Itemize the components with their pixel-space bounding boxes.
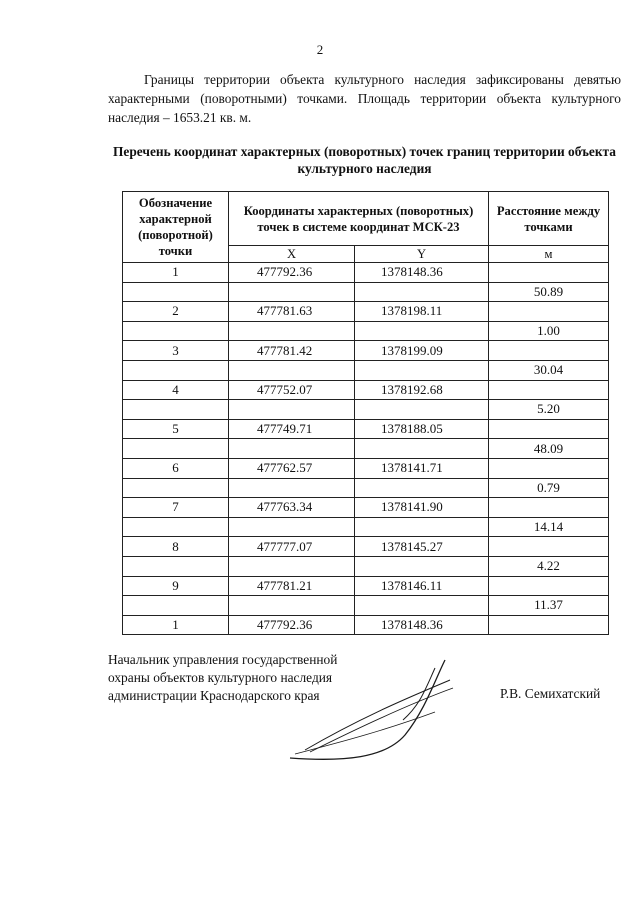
distance-value: 0.79 bbox=[489, 478, 609, 498]
point-y: 1378146.11 bbox=[355, 576, 489, 596]
empty-cell bbox=[229, 517, 355, 537]
point-y: 1378188.05 bbox=[355, 419, 489, 439]
point-number: 7 bbox=[123, 498, 229, 518]
empty-cell bbox=[355, 321, 489, 341]
distance-row bbox=[123, 360, 609, 380]
point-x: 477763.34 bbox=[229, 498, 355, 518]
empty-cell bbox=[123, 517, 229, 537]
point-x: 477781.42 bbox=[229, 341, 355, 361]
position-line: администрации Краснодарского края bbox=[108, 688, 320, 703]
distance-value: 48.09 bbox=[489, 439, 609, 459]
header-point: Обозначение характерной (поворотной) точки bbox=[123, 192, 229, 263]
empty-cell bbox=[123, 321, 229, 341]
point-number: 1 bbox=[123, 615, 229, 635]
distance-cell-empty bbox=[489, 576, 609, 596]
header-coordinates: Координаты характерных (поворотных) точек в системе координат МСК-23 bbox=[229, 192, 489, 246]
position-line: Начальник управления государственной bbox=[108, 652, 338, 667]
signatory-name: Р.В. Семихатский bbox=[500, 686, 601, 701]
point-x: 477792.36 bbox=[229, 615, 355, 635]
point-number: 3 bbox=[123, 341, 229, 361]
point-y: 1378199.09 bbox=[355, 341, 489, 361]
point-number: 5 bbox=[123, 419, 229, 439]
point-number: 9 bbox=[123, 576, 229, 596]
distance-cell-empty bbox=[489, 615, 609, 635]
empty-cell bbox=[355, 400, 489, 420]
distance-row bbox=[123, 517, 609, 537]
empty-cell bbox=[355, 360, 489, 380]
empty-cell bbox=[229, 556, 355, 576]
distance-cell-empty bbox=[489, 380, 609, 400]
distance-value: 11.37 bbox=[489, 596, 609, 616]
empty-cell bbox=[123, 282, 229, 302]
distance-row bbox=[123, 556, 609, 576]
point-x: 477792.36 bbox=[229, 263, 355, 283]
table-title: Перечень координат характерных (поворотных) точек границ территории объекта культурного наследия bbox=[112, 144, 616, 176]
coordinates-table bbox=[122, 191, 609, 635]
handwritten-signature bbox=[285, 650, 460, 780]
point-x: 477777.07 bbox=[229, 537, 355, 557]
empty-cell bbox=[355, 478, 489, 498]
distance-value: 1.00 bbox=[489, 321, 609, 341]
empty-cell bbox=[355, 439, 489, 459]
distance-cell-empty bbox=[489, 419, 609, 439]
distance-row bbox=[123, 596, 609, 616]
point-x: 477762.57 bbox=[229, 458, 355, 478]
page-number: 2 bbox=[316, 42, 324, 57]
point-number: 2 bbox=[123, 302, 229, 322]
distance-row bbox=[123, 400, 609, 420]
point-row bbox=[123, 263, 609, 283]
point-number: 8 bbox=[123, 537, 229, 557]
point-number: 6 bbox=[123, 458, 229, 478]
empty-cell bbox=[123, 439, 229, 459]
point-y: 1378141.71 bbox=[355, 458, 489, 478]
intro-paragraph: Границы территории объекта культурного наследия зафиксированы девятью характерными (поворотными) точками. Площадь территории объекта культурного наследия – 1653.21 кв. м. bbox=[108, 72, 621, 125]
point-x: 477781.21 bbox=[229, 576, 355, 596]
empty-cell bbox=[123, 400, 229, 420]
point-row bbox=[123, 498, 609, 518]
distance-value: 14.14 bbox=[489, 517, 609, 537]
empty-cell bbox=[355, 556, 489, 576]
point-y: 1378192.68 bbox=[355, 380, 489, 400]
table-body bbox=[123, 263, 609, 635]
empty-cell bbox=[123, 556, 229, 576]
distance-value: 4.22 bbox=[489, 556, 609, 576]
point-row bbox=[123, 419, 609, 439]
point-number: 1 bbox=[123, 263, 229, 283]
point-y: 1378148.36 bbox=[355, 263, 489, 283]
distance-cell-empty bbox=[489, 341, 609, 361]
point-row bbox=[123, 341, 609, 361]
point-row bbox=[123, 576, 609, 596]
empty-cell bbox=[123, 360, 229, 380]
header-unit: м bbox=[489, 246, 609, 263]
point-y: 1378198.11 bbox=[355, 302, 489, 322]
distance-row bbox=[123, 439, 609, 459]
point-row bbox=[123, 302, 609, 322]
distance-row bbox=[123, 478, 609, 498]
point-y: 1378148.36 bbox=[355, 615, 489, 635]
distance-value: 5.20 bbox=[489, 400, 609, 420]
distance-cell-empty bbox=[489, 458, 609, 478]
point-row bbox=[123, 615, 609, 635]
empty-cell bbox=[229, 400, 355, 420]
point-number: 4 bbox=[123, 380, 229, 400]
point-row bbox=[123, 537, 609, 557]
header-y: Y bbox=[355, 246, 489, 263]
header-x: X bbox=[229, 246, 355, 263]
empty-cell bbox=[229, 439, 355, 459]
empty-cell bbox=[123, 596, 229, 616]
distance-row bbox=[123, 282, 609, 302]
empty-cell bbox=[355, 517, 489, 537]
empty-cell bbox=[355, 282, 489, 302]
distance-cell-empty bbox=[489, 537, 609, 557]
distance-row bbox=[123, 321, 609, 341]
distance-cell-empty bbox=[489, 498, 609, 518]
empty-cell bbox=[229, 596, 355, 616]
empty-cell bbox=[123, 478, 229, 498]
point-x: 477752.07 bbox=[229, 380, 355, 400]
point-y: 1378145.27 bbox=[355, 537, 489, 557]
distance-cell-empty bbox=[489, 263, 609, 283]
empty-cell bbox=[229, 282, 355, 302]
empty-cell bbox=[229, 321, 355, 341]
point-x: 477749.71 bbox=[229, 419, 355, 439]
point-row bbox=[123, 380, 609, 400]
distance-value: 50.89 bbox=[489, 282, 609, 302]
header-distance: Расстояние между точками bbox=[489, 192, 609, 246]
point-x: 477781.63 bbox=[229, 302, 355, 322]
position-line: охраны объектов культурного наследия bbox=[108, 670, 333, 685]
distance-value: 30.04 bbox=[489, 360, 609, 380]
empty-cell bbox=[355, 596, 489, 616]
empty-cell bbox=[229, 478, 355, 498]
distance-cell-empty bbox=[489, 302, 609, 322]
point-y: 1378141.90 bbox=[355, 498, 489, 518]
point-row bbox=[123, 458, 609, 478]
empty-cell bbox=[229, 360, 355, 380]
